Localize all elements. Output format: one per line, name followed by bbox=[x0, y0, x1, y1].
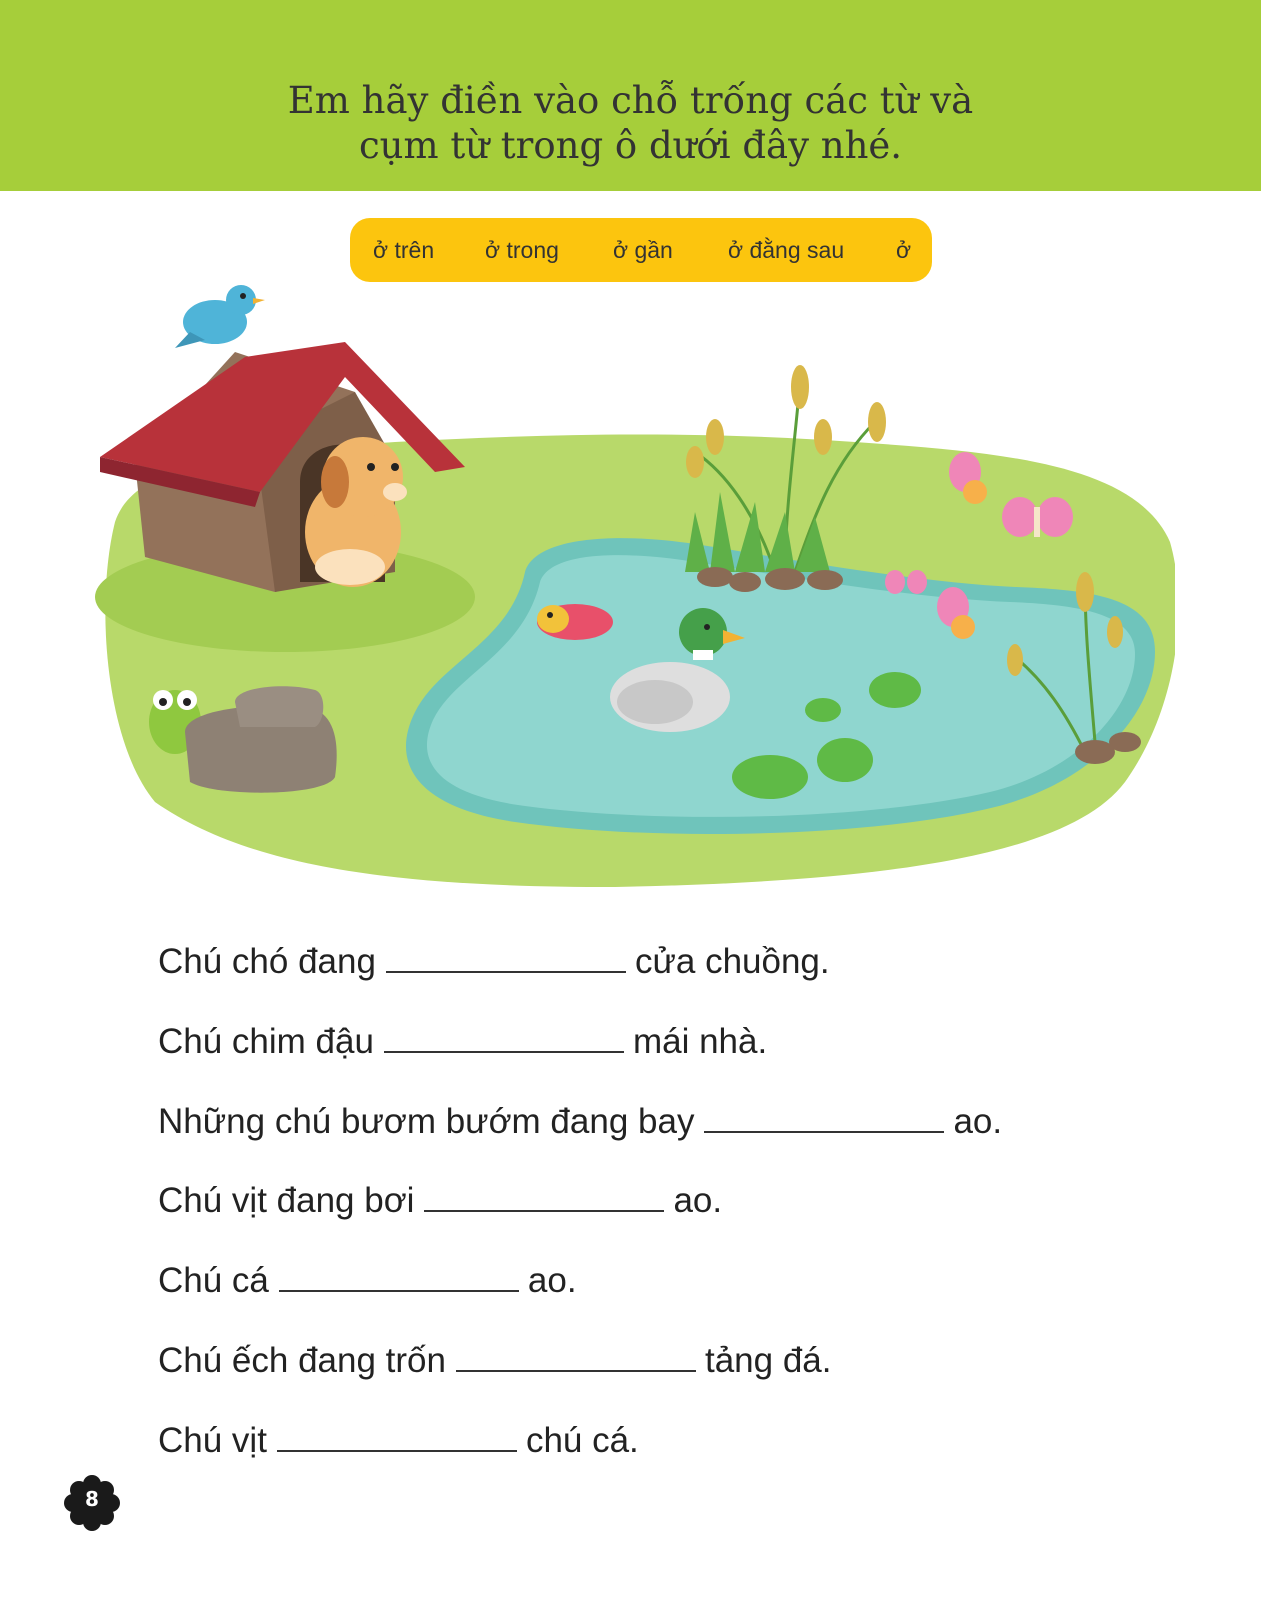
header-banner bbox=[0, 0, 1261, 191]
sentence-text: Chú chim đậu bbox=[158, 1022, 374, 1061]
sentence-5 bbox=[158, 1261, 577, 1301]
answer-blank[interactable] bbox=[424, 1209, 664, 1212]
lily-pad bbox=[817, 738, 873, 782]
word-bank bbox=[350, 218, 932, 282]
sentence-4 bbox=[158, 1181, 722, 1221]
lily-pad bbox=[732, 755, 808, 799]
instruction-line-1: Em hãy điền vào chỗ trống các từ và bbox=[287, 79, 974, 122]
sentence-3 bbox=[158, 1102, 1002, 1142]
word-bank-item: ở trong bbox=[485, 237, 559, 263]
answer-blank[interactable] bbox=[704, 1130, 944, 1133]
sentence-text: Chú vịt bbox=[158, 1421, 267, 1460]
sentence-text: chú cá. bbox=[525, 1421, 639, 1460]
lily-pad bbox=[869, 672, 921, 708]
word-bank-item: ở trên bbox=[373, 237, 435, 263]
sentence-6 bbox=[158, 1341, 831, 1381]
sentence-text: Chú chó đang bbox=[158, 942, 376, 981]
word-bank-item: ở đằng sau bbox=[728, 237, 845, 263]
sentence-text: ao. bbox=[527, 1261, 577, 1300]
sentence-1 bbox=[158, 942, 830, 982]
answer-blank[interactable] bbox=[456, 1369, 696, 1372]
instruction-title bbox=[0, 78, 1261, 168]
answer-blank[interactable] bbox=[384, 1050, 624, 1053]
answer-blank[interactable] bbox=[277, 1449, 517, 1452]
sentence-7 bbox=[158, 1421, 639, 1461]
fish bbox=[537, 604, 613, 640]
page-number: 8 bbox=[85, 1487, 99, 1511]
word-bank-item: ở gần bbox=[613, 237, 673, 263]
sentence-text: Những chú bươm bướm đang bay bbox=[158, 1102, 695, 1141]
sentence-text: ao. bbox=[673, 1181, 723, 1220]
bird bbox=[175, 285, 265, 348]
pond-scene-illustration bbox=[95, 282, 1175, 902]
word-bank-item: ở bbox=[896, 237, 912, 263]
sentence-text: mái nhà. bbox=[632, 1022, 768, 1061]
sentence-text: tảng đá. bbox=[704, 1341, 832, 1380]
sentence-text: Chú ếch đang trốn bbox=[158, 1341, 446, 1380]
sentence-text: Chú cá bbox=[158, 1261, 269, 1300]
instruction-line-2: cụm từ trong ô dưới đây nhé. bbox=[358, 124, 903, 167]
sentence-text: ao. bbox=[953, 1102, 1003, 1141]
sentence-text: Chú vịt đang bơi bbox=[158, 1181, 415, 1220]
answer-blank[interactable] bbox=[386, 970, 626, 973]
sentence-text: cửa chuồng. bbox=[634, 942, 830, 981]
lily-pad bbox=[805, 698, 841, 722]
answer-blank[interactable] bbox=[279, 1289, 519, 1292]
sentence-2 bbox=[158, 1022, 767, 1062]
